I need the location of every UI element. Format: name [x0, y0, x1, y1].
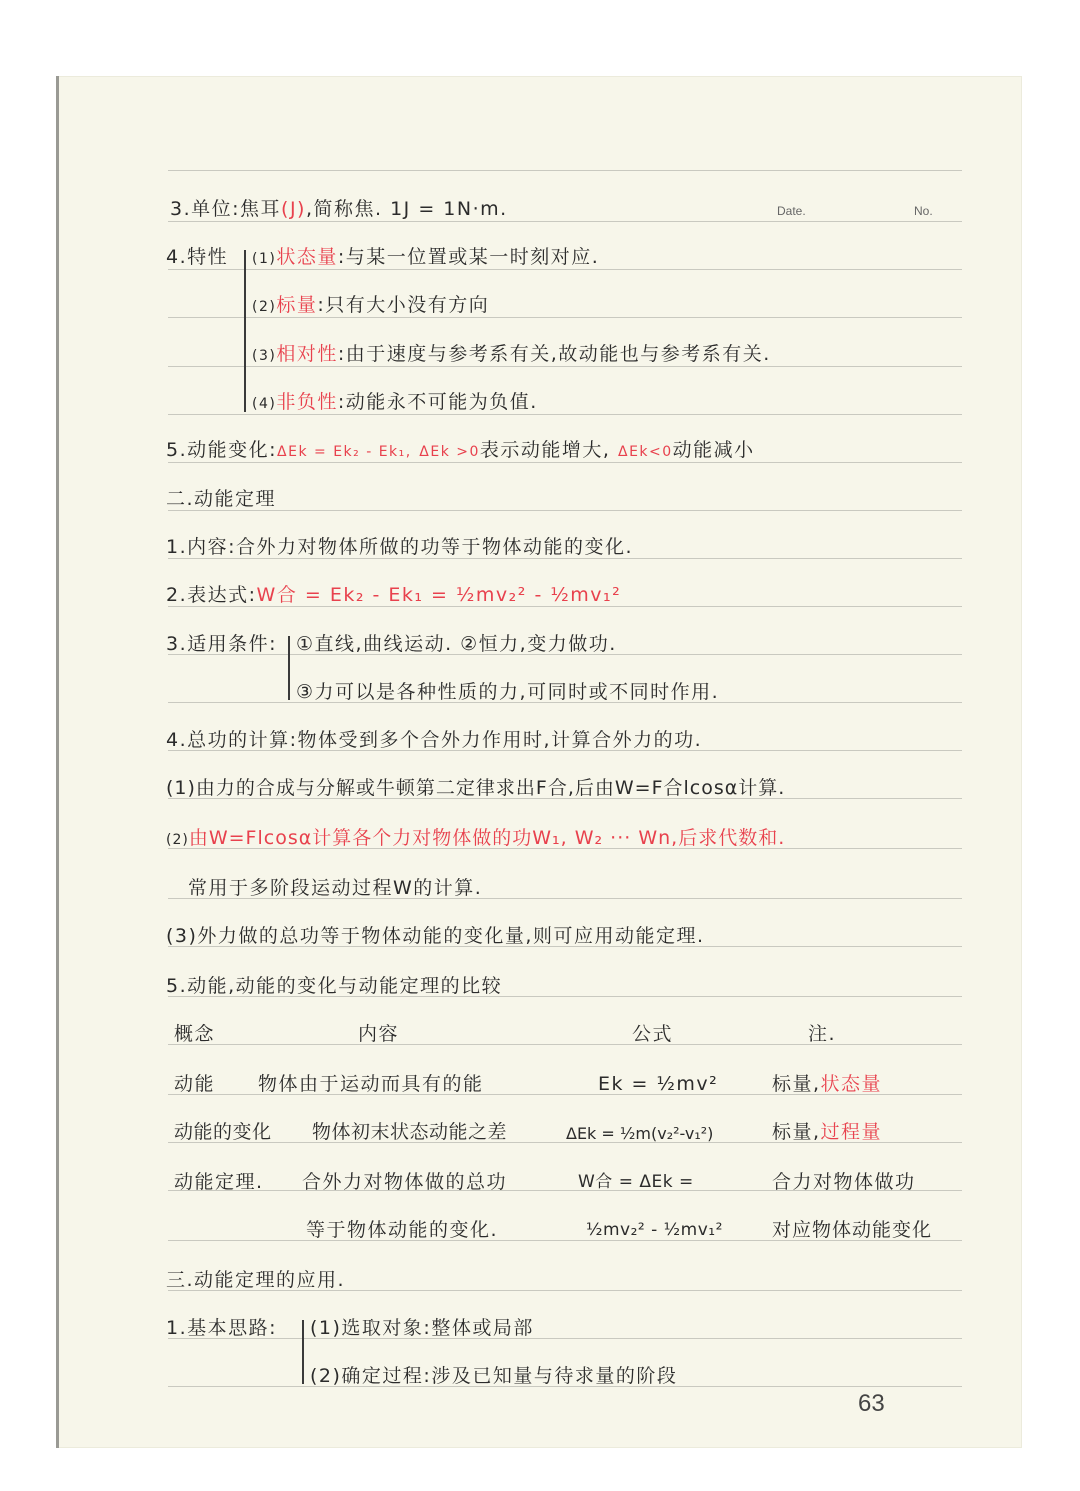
table-header: 概念 [174, 1023, 216, 1045]
total-work-method: (3)外力做的总功等于物体动能的变化量,则可应用动能定理. [166, 925, 705, 947]
date-label: Date. [777, 204, 806, 218]
table-cell: 标量,过程量 [772, 1121, 883, 1143]
table-cell: 动能定理. [174, 1171, 264, 1193]
table-cell: 等于物体动能的变化. [306, 1219, 499, 1241]
approach-bracket [302, 1320, 304, 1384]
table-header: 注. [808, 1023, 837, 1045]
table-cell: 标量,状态量 [772, 1073, 883, 1095]
theorem-content: 1.内容:合外力对物体所做的功等于物体动能的变化. [166, 536, 634, 558]
unit-line [170, 197, 508, 221]
total-work-note: 常用于多阶段运动过程W的计算. [188, 877, 483, 899]
theorem-expression: 2.表达式:W合 = Ek₂ - Ek₁ = ½mv₂² - ½mv₁² [166, 584, 622, 606]
property-item: (1)状态量:与某一位置或某一时刻对应. [252, 246, 600, 268]
energy-change-line: 5.动能变化:ΔEk = Ek₂ - Ek₁, ΔEk >0表示动能增大, ΔEk<0动能减小 [166, 439, 755, 461]
table-cell: 物体由于运动而具有的能 [258, 1073, 484, 1095]
property-term: 标量 [276, 294, 318, 316]
property-term: 状态量 [276, 246, 338, 268]
comparison-heading: 5.动能,动能的变化与动能定理的比较 [166, 975, 503, 997]
ruled-line [168, 1044, 962, 1045]
page-number: 63 [858, 1390, 885, 1417]
table-cell: 合力对物体做功 [772, 1171, 916, 1193]
ruled-line [168, 221, 962, 222]
conditions-label: 3.适用条件: [166, 633, 278, 655]
table-header: 公式 [632, 1023, 674, 1045]
table-cell: ½mv₂² - ½mv₁² [586, 1220, 723, 1240]
total-work-red-text: 由W=Flcosα计算各个力对物体做的功W₁, W₂ ··· Wn,后求代数和. [188, 827, 786, 849]
table-cell: ΔEk = ½m(v₂²-v₁²) [566, 1124, 714, 1143]
unit-symbol: (J) [281, 198, 306, 220]
property-term: 非负性 [276, 391, 338, 413]
notebook-page [56, 76, 1022, 1448]
table-cell: 动能 [174, 1073, 216, 1095]
properties-label: 4.特性 [166, 246, 229, 268]
theorem-formula: W合 = Ek₂ - Ek₁ = ½mv₂² - ½mv₁² [256, 584, 622, 606]
table-cell: W合 = ΔEk = [578, 1172, 694, 1192]
energy-change-formula: ΔEk = Ek₂ - Ek₁, [277, 444, 412, 460]
condition-item: ③力可以是各种性质的力,可同时或不同时作用. [296, 681, 720, 703]
table-cell: 合外力对物体做的总功 [302, 1171, 508, 1193]
total-work-method: (2)由W=Flcosα计算各个力对物体做的功W₁, W₂ ··· Wn,后求代数和. [166, 827, 786, 849]
table-cell: 物体初末状态动能之差 [312, 1121, 508, 1143]
section-title: 三.动能定理的应用. [166, 1269, 346, 1291]
table-cell: 对应物体动能变化 [772, 1219, 933, 1241]
approach-item: (1)选取对象:整体或局部 [310, 1317, 534, 1339]
unit-rest: ,简称焦. 1J = 1N·m. [305, 198, 508, 220]
property-item: (2)标量:只有大小没有方向 [252, 294, 490, 316]
conditions-bracket [288, 636, 290, 700]
properties-bracket [244, 250, 246, 412]
ruled-line [168, 1338, 962, 1339]
approach-label: 1.基本思路: [166, 1317, 278, 1339]
property-item: (4)非负性:动能永不可能为负值. [252, 391, 538, 413]
page-edge-shadow [56, 76, 59, 1448]
approach-item: (2)确定过程:涉及已知量与待求量的阶段 [310, 1365, 678, 1387]
section-title: 二.动能定理 [166, 488, 277, 510]
unit-prefix: 3.单位:焦耳 [170, 198, 282, 220]
property-item: (3)相对性:由于速度与参考系有关,故动能也与参考系有关. [252, 343, 771, 365]
ruled-line [168, 170, 962, 171]
condition-item: ①直线,曲线运动. ②恒力,变力做功. [296, 633, 617, 655]
total-work-method: (1)由力的合成与分解或牛顿第二定律求出F合,后由W=F合lcosα计算. [166, 777, 786, 799]
no-label: No. [914, 204, 933, 218]
total-work-heading: 4.总功的计算:物体受到多个合外力作用时,计算合外力的功. [166, 729, 703, 751]
property-term: 相对性 [276, 343, 338, 365]
ruled-line [168, 510, 962, 511]
table-cell: 动能的变化 [174, 1121, 272, 1143]
table-header: 内容 [358, 1023, 400, 1045]
table-cell: Ek = ½mv² [598, 1073, 719, 1095]
